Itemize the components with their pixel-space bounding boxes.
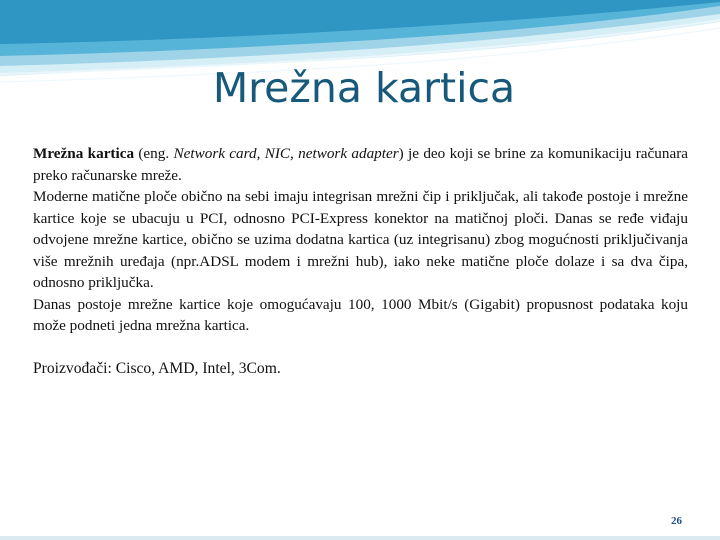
producers-line: Proizvođači: Cisco, AMD, Intel, 3Com. xyxy=(33,360,281,377)
term-bold: Mrežna kartica xyxy=(33,145,135,162)
paragraph-definition-post: ) je deo koji se brine za komunikaciju računara preko računarske mreže. xyxy=(33,145,688,184)
page-number: 26 xyxy=(671,515,682,527)
english-terms: Network card, NIC, network adapter xyxy=(173,145,399,162)
slide-body xyxy=(33,143,688,337)
slide-title: Mrežna kartica xyxy=(212,64,516,112)
bottom-border xyxy=(0,536,720,540)
paragraph-motherboards: Moderne matične ploče obično na sebi imaju integrisan mrežni čip i priključak, ali takođe postoje i mrežne kartice koje se ubacuju u PCI, odnosno PCI-Express konektor na matičnoj ploči. Danas se ređe viđaju odvojene mrežne kartice, obično se uzima dodatna kartica (uz integrisanu) zbog mogućnosti priključivanja više mrežnih uređaja (npr.ADSL modem i mrežni hub), iako neke matične ploče dolaze i sa dva čipa, odnosno priključka. xyxy=(33,188,688,291)
paragraph-definition xyxy=(33,143,688,186)
paragraph-speeds: Danas postoje mrežne kartice koje omogućavaju 100, 1000 Mbit/s (Gigabit) propusnost podataka koju može podneti jedna mrežna kartica. xyxy=(33,295,688,334)
paragraph-definition-pre: (eng. xyxy=(134,145,174,162)
